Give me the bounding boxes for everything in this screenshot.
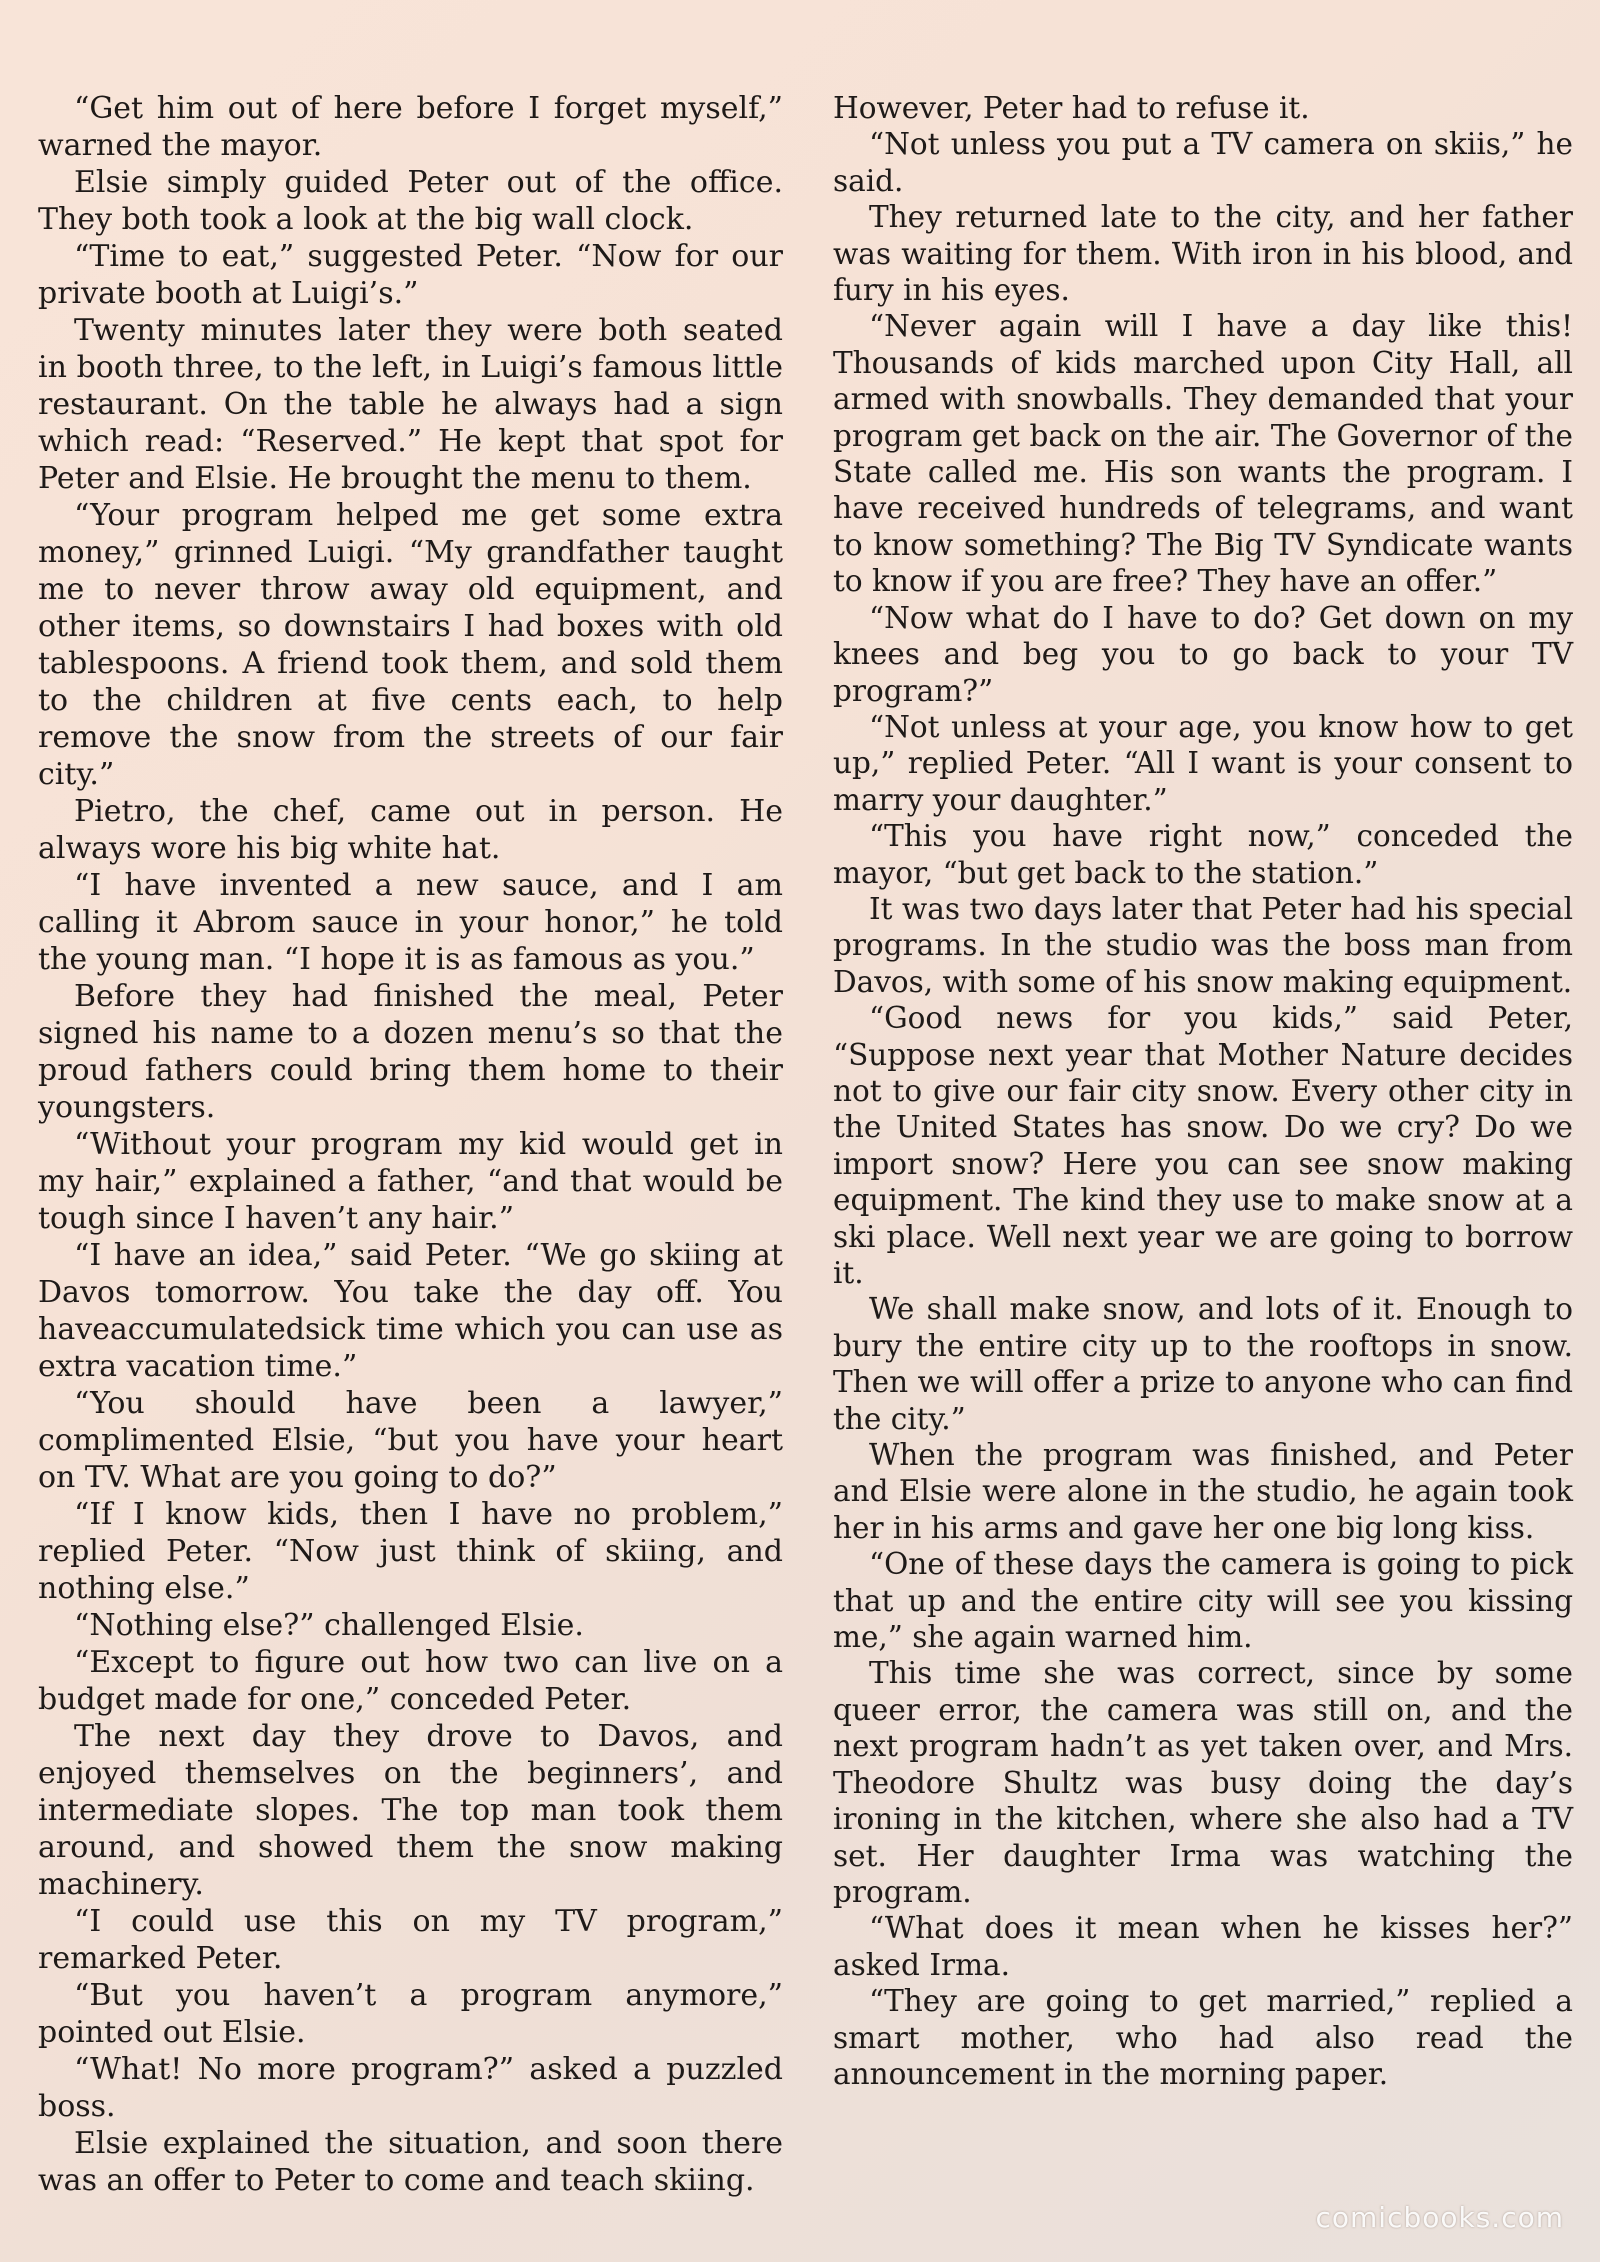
paragraph: Elsie explained the situation, and soon there was an offer to Peter to come and teach skiing.	[38, 2126, 783, 2198]
paragraph: They returned late to the city, and her father was waiting for them. With iron in his blood, and fury in his eyes.	[833, 200, 1573, 308]
right-text-column	[833, 90, 1573, 2092]
paragraph: “But you haven’t a program anymore,” pointed out Elsie.	[38, 1978, 783, 2050]
paragraph: “Get him out of here before I forget myself,” warned the mayor.	[38, 91, 783, 163]
paragraph: When the program was finished, and Peter and Elsie were alone in the studio, he again took her in his arms and gave her one big long kiss.	[833, 1438, 1573, 1545]
paragraph: We shall make snow, and lots of it. Enough to bury the entire city up to the rooftops in snow. Then we will offer a prize to anyone who can find the city.”	[833, 1292, 1573, 1436]
paragraph: “If I know kids, then I have no problem,” replied Peter. “Now just think of skiing, and nothing else.”	[38, 1497, 783, 1606]
paragraph: “I have invented a new sauce, and I am calling it Abrom sauce in your honor,” he told the young man. “I hope it is as famous as you.”	[38, 868, 783, 977]
paragraph: “I have an idea,” said Peter. “We go skiing at Davos tomorrow. You take the day off. You haveaccumulatedsick time which you can use as extra vacation time.”	[38, 1238, 783, 1384]
paragraph: Pietro, the chef, came out in person. He always wore his big white hat.	[38, 794, 783, 866]
paragraph: “One of these days the camera is going to pick that up and the entire city will see you kissing me,” she again warned him.	[833, 1547, 1573, 1655]
paragraph: “Without your program my kid would get in my hair,” explained a father, “and that would be tough since I haven’t any hair.”	[38, 1127, 783, 1236]
paragraph: “What does it mean when he kisses her?” asked Irma.	[833, 1911, 1573, 1982]
paragraph: “Nothing else?” challenged Elsie.	[74, 1608, 584, 1643]
left-text-column	[38, 90, 783, 2199]
paragraph: “This you have right now,” conceded the mayor, “but get back to the station.”	[833, 819, 1573, 890]
paragraph: “I could use this on my TV program,” remarked Peter.	[38, 1904, 783, 1976]
paragraph: “Except to figure out how two can live on a budget made for one,” conceded Peter.	[38, 1645, 783, 1717]
paragraph: “They are going to get married,” replied a smart mother, who had also read the announcement in the morning paper.	[833, 1984, 1573, 2091]
paragraph: “Good news for you kids,” said Peter, “Suppose next year that Mother Nature decides not to give our fair city snow. Every other city in the United States has snow. Do we cry? Do we import snow? Here you can see snow making equipment. The kind they use to make snow at a ski place. Well next year we are going to borrow it.	[833, 1001, 1573, 1290]
paragraph: This time she was correct, since by some queer error, the camera was still on, and the next program hadn’t as yet taken over, and Mrs. Theodore Shultz was busy doing the day’s ironing in the kitchen, where she also had a TV set. Her daughter Irma was watching the program.	[833, 1656, 1573, 1909]
paragraph: “Your program helped me get some extra money,” grinned Luigi. “My grandfather taught me to never throw away old equipment, and other items, so downstairs I had boxes with old tablespoons. A friend took them, and sold them to the children at five cents each, to help remove the snow from the streets of our fair city.”	[38, 498, 783, 792]
paragraph: “Not unless at your age, you know how to get up,” replied Peter. “All I want is your consent to marry your daughter.”	[833, 709, 1573, 817]
paragraph: Twenty minutes later they were both seated in booth three, to the left, in Luigi’s famous little restaurant. On the table he always had a sign which read: “Reserved.” He kept that spot for Peter and Elsie. He brought the menu to them.	[38, 313, 783, 496]
paragraph: Elsie simply guided Peter out of the office. They both took a look at the big wall clock.	[38, 165, 783, 237]
paragraph: Before they had finished the meal, Peter signed his name to a dozen menu’s so that the proud fathers could bring them home to their youngsters.	[38, 979, 783, 1125]
paragraph: The next day they drove to Davos, and enjoyed themselves on the beginners’, and intermediate slopes. The top man took them around, and showed them the snow making machinery.	[38, 1719, 783, 1902]
paragraph: “You should have been a lawyer,” complimented Elsie, “but you have your heart on TV. What are you going to do?”	[38, 1386, 783, 1495]
paragraph: “Time to eat,” suggested Peter. “Now for our private booth at Luigi’s.”	[38, 239, 783, 311]
paragraph: “Never again will I have a day like this! Thousands of kids marched upon City Hall, all armed with snowballs. They demanded that your program get back on the air. The Governor of the State called me. His son wants the program. I have received hundreds of telegrams, and want to know something? The Big TV Syndicate wants to know if you are free? They have an offer.”	[833, 309, 1573, 599]
paragraph: It was two days later that Peter had his special programs. In the studio was the boss man from Davos, with some of his snow making equipment.	[833, 891, 1573, 999]
paragraph: “Not unless you put a TV camera on skiis,” he said.	[833, 127, 1573, 198]
paragraph: “Now what do I have to do? Get down on my knees and beg you to go back to your TV program?”	[833, 600, 1573, 708]
site-watermark: comicbooks.com	[1315, 2201, 1564, 2234]
paragraph: “What! No more program?” asked a puzzled boss.	[38, 2052, 783, 2124]
continued-paragraph: However, Peter had to refuse it.	[833, 91, 1310, 125]
